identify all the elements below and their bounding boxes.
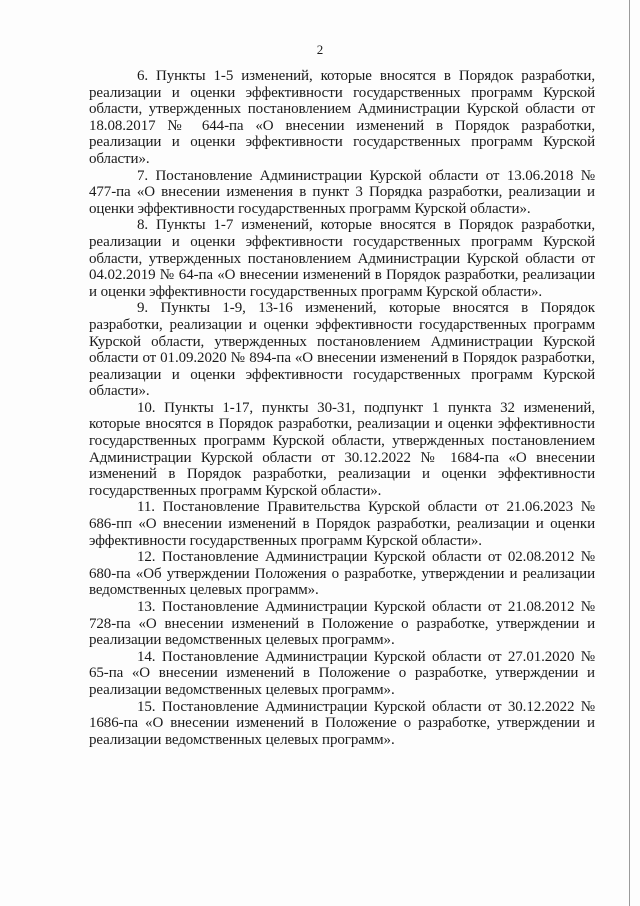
- list-item-11: 11. Постановление Правительства Курской области от 21.06.2023 № 686-пп «О внесении изменений в Порядок разработки, реализации и оценки эффективности государственных программ Курской области».: [89, 499, 595, 549]
- list-item-13: 13. Постановление Администрации Курской области от 21.08.2012 № 728-па «О внесении изменений в Положение о разработке, утверждении и реализации ведомственных целевых программ».: [89, 599, 595, 649]
- list-item-8: 8. Пункты 1-7 изменений, которые вносятся в Порядок разработки, реализации и оценки эффективности государственных программ Курской области, утвержденных постановлением Администрации Курской области от 04.02.2019 № 64-па «О внесении изменений в Порядок разработки, реализации и оценки эффективности государственных программ Курской области».: [89, 217, 595, 300]
- list-item-6: 6. Пункты 1-5 изменений, которые вносятся в Порядок разработки, реализации и оценки эффективности государственных программ Курской области, утвержденных постановлением Администрации Курской области от 18.08.2017 № 644-па «О внесении изменений в Порядок разработки, реализации и оценки эффективности государственных программ Курской области».: [89, 68, 595, 167]
- page-number: 2: [316, 42, 324, 57]
- list-item-12: 12. Постановление Администрации Курской области от 02.08.2012 № 680-па «Об утверждении Положения о разработке, утверждении и реализации ведомственных целевых программ».: [89, 549, 595, 599]
- list-item-10: 10. Пункты 1-17, пункты 30-31, подпункт 1 пункта 32 изменений, которые вносятся в Порядок разработки, реализации и оценки эффективности государственных программ Курской области, утвержденных постановлением Администрации Курской области от 30.12.2022 № 1684-па «О внесении изменений в Порядок разработки, реализации и оценки эффективности государственных программ Курской области».: [89, 399, 595, 499]
- list-item-7: 7. Постановление Администрации Курской области от 13.06.2018 № 477-па «О внесении изменения в пункт 3 Порядка разработки, реализации и оценки эффективности государственных программ Курской области».: [89, 167, 595, 217]
- list-item-15: 15. Постановление Администрации Курской области от 30.12.2022 № 1686-па «О внесении изменений в Положение о разработке, утверждении и реализации ведомственных целевых программ».: [89, 698, 595, 748]
- document-body: [89, 68, 595, 748]
- scan-edge-line: [629, 0, 630, 906]
- list-item-14: 14. Постановление Администрации Курской области от 27.01.2020 № 65-па «О внесении изменений в Положение о разработке, утверждении и реализации ведомственных целевых программ».: [89, 648, 595, 698]
- list-item-9: 9. Пункты 1-9, 13-16 изменений, которые вносятся в Порядок разработки, реализации и оценки эффективности государственных программ Курской области, утвержденных постановлением Администрации Курской области от 01.09.2020 № 894-па «О внесении изменений в Порядок разработки, реализации и оценки эффективности государственных программ Курской области».: [89, 300, 595, 400]
